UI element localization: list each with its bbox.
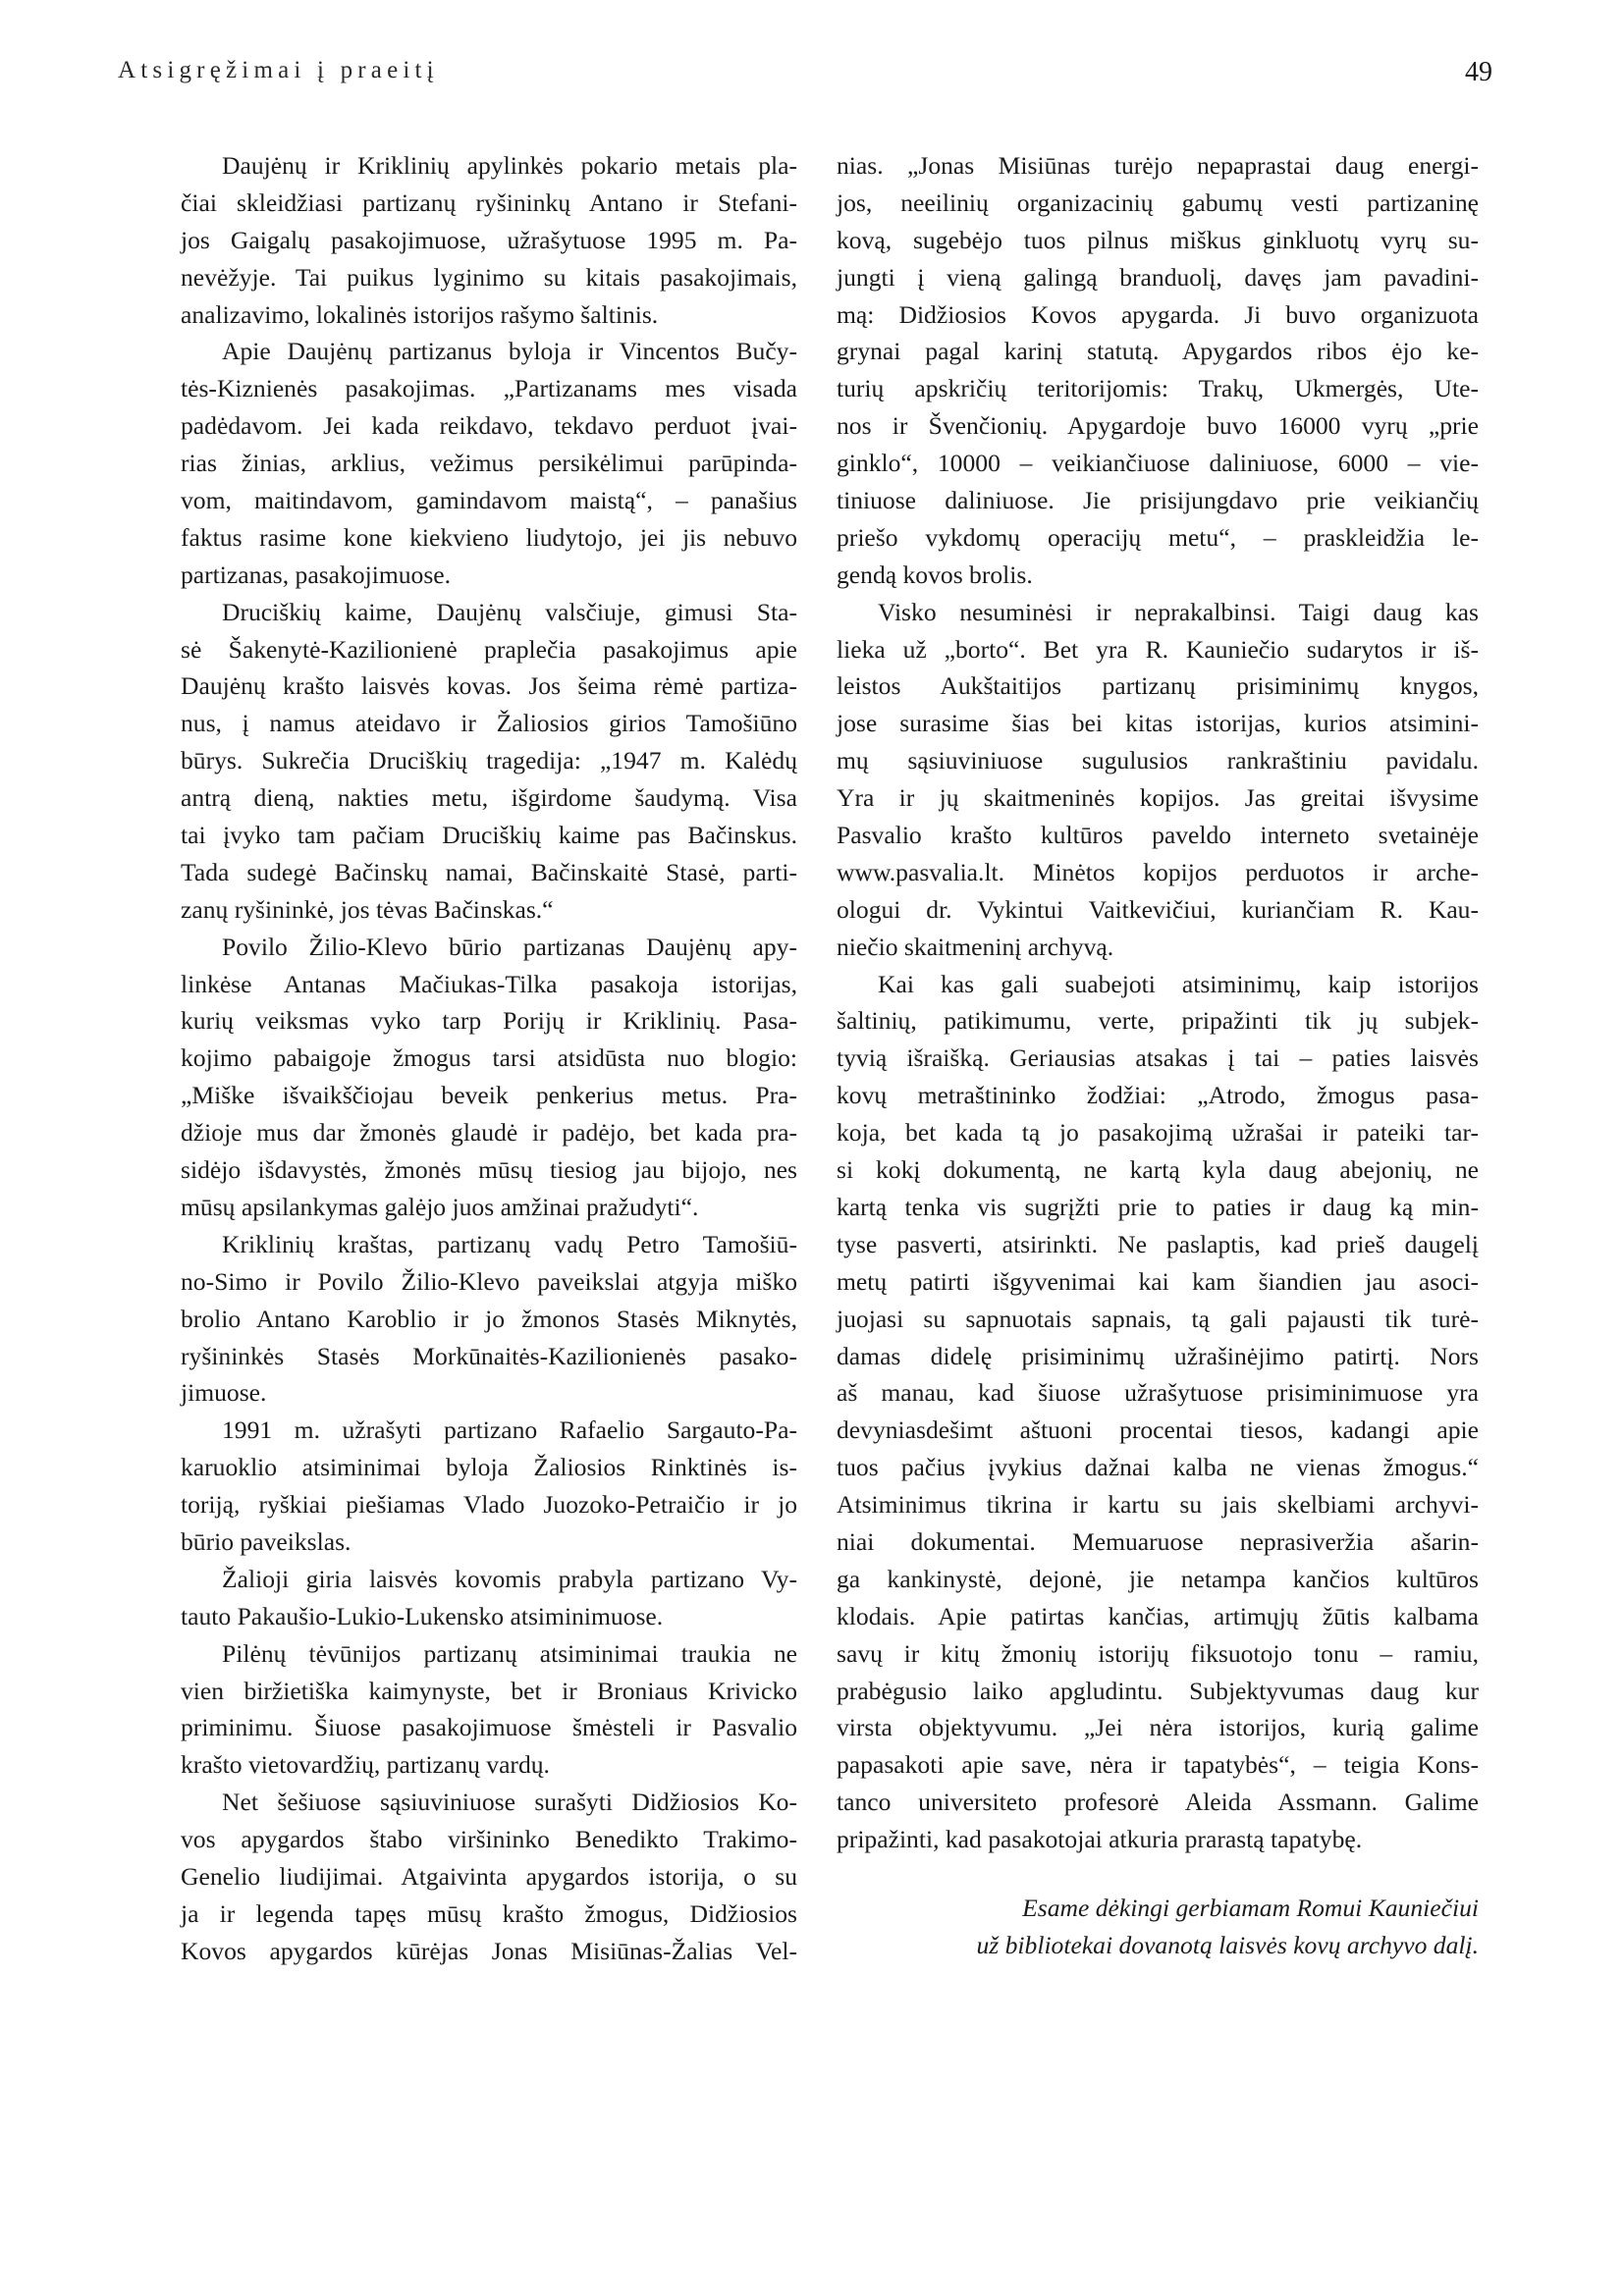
text-line: jose surasime šias bei kitas istorijas, kurios atsimini- [837,709,1479,738]
text-line: Pilėnų tėvūnijos partizanų atsiminimai traukia ne [222,1638,797,1668]
text-line: jimuose. [181,1378,267,1408]
paragraph [837,147,1479,594]
text-line: leistos Aukštaitijos partizanų prisiminimų knygos, [837,671,1479,701]
text-line: „Miške išvaikščiojau beveik penkerius metus. Pra- [181,1081,797,1110]
text-line: juojasi su sapnuotais sapnais, tą gali pajausti tik turė- [837,1304,1479,1333]
text-line: ga kankinystė, dejonė, jie netampa kančios kultūros [837,1564,1479,1593]
text-line: faktus rasime kone kiekvieno liudytojo, jei jis nebuvo [181,522,797,552]
paragraph [181,1635,797,1785]
text-line: ologui dr. Vykintui Vaitkevičiui, kuriančiam R. Kau- [837,894,1479,924]
paragraph [181,1226,797,1412]
text-line: tai įvyko tam pačiam Druciškių kaime pas Bačinskus. [181,821,797,850]
text-line: Kovos apygardos kūrėjas Jonas Misiūnas-Žalias Vel- [181,1936,797,1965]
text-line: Tada sudegė Bačinskų namai, Bačinskaitė Stasė, parti- [181,857,797,886]
text-line: nus, į namus ateidavo ir Žaliosios girios Tamošiūno [181,709,797,738]
text-line: ryšininkės Stasės Morkūnaitės-Kazilionienės pasako- [181,1341,797,1370]
text-line: tauto Pakaušio-Lukio-Lukensko atsiminimuose. [181,1601,664,1630]
text-line: damas didelę prisiminimų užrašinėjimo patirtį. Nors [837,1341,1479,1370]
text-line: koja, bet kada tą jo pasakojimą užrašai ir pateiki tar- [837,1118,1479,1148]
text-line: Druciškių kaime, Daujėnų valsčiuje, gimusi Sta- [222,597,797,626]
paragraph [181,1412,797,1561]
right-column-paragraphs [837,147,1479,1858]
text-line: vos apygardos štabo viršininko Benedikto Trakimo- [181,1825,797,1854]
running-header [118,57,1492,96]
text-line: pripažinti, kad pasakotojai atkuria prarastą tapatybę. [837,1825,1363,1854]
text-line: būrys. Sukrečia Druciškių tragedija: „1947 m. Kalėdų [181,746,797,775]
text-line: šaltinių, patikimumu, verte, pripažinti tik jų subjek- [837,1006,1479,1036]
text-line: priminimu. Šiuose pasakojimuose šmėsteli ir Pasvalio [181,1713,797,1742]
text-line: sė Šakenytė-Kazilionienė praplečia pasakojimus apie [181,634,797,664]
text-line: kovą, sugebėjo tuos pilnus miškus ginkluotų vyrų su- [837,225,1479,254]
text-line: tuos pačius įvykius dažnai kalba ne vienas žmogus.“ [837,1453,1479,1482]
text-line: rias žinias, arklius, vežimus persikėlimui parūpinda- [181,449,797,478]
running-title: Atsigręžimai į praeitį [118,57,439,83]
text-line: no-Simo ir Povilo Žilio-Klevo paveikslai atgyja miško [181,1266,797,1296]
text-line: prabėgusio laiko apgludintu. Subjektyvumas daug kur [837,1676,1479,1705]
text-line: kojimo pabaigoje žmogus tarsi atsidūsta nuo blogio: [181,1043,797,1073]
acknowledgement-line-2: už bibliotekai dovanotą laisvės kovų archyvo dalį. [976,1930,1479,1959]
text-line: Visko nesuminėsi ir neprakalbinsi. Taigi daug kas [878,597,1479,626]
text-line: priešo vykdomų operacijų metu“, – praskleidžia le- [837,522,1479,552]
text-line: Genelio liudijimai. Atgaivinta apygardos istorija, o su [181,1861,797,1891]
text-line: devyniasdešimt aštuoni procentai tiesos, kadangi apie [837,1415,1479,1445]
text-line: Net šešiuose sąsiuviniuose surašyti Didžiosios Ko- [222,1788,797,1817]
text-line: mų sąsiuviniuose sugulusios rankraštiniu pavidalu. [837,746,1479,775]
text-line: tyse pasverti, atsirinkti. Ne paslaptis, kad prieš daugelį [837,1229,1479,1258]
text-line: Daujėnų ir Kriklinių apylinkės pokario metais pla- [222,151,797,180]
text-line: mą: Didžiosios Kovos apygarda. Ji buvo organizuota [837,299,1479,329]
text-line: nos ir Švenčionių. Apygardoje buvo 16000 vyrų „prie [837,411,1479,441]
text-line: vien biržietiška kaimynyste, bet ir Broniaus Krivicko [181,1676,797,1705]
text-line: Atsiminimus tikrina ir kartu su jais skelbiami archyvi- [837,1490,1479,1520]
text-line: karuoklio atsiminimai byloja Žaliosios Rinktinės is- [181,1453,797,1482]
text-line: brolio Antano Karoblio ir jo žmonos Stasės Miknytės, [181,1304,797,1333]
text-line: kurių veiksmas vyko tarp Porijų ir Kriklinių. Pasa- [181,1006,797,1036]
paragraph [837,594,1479,966]
text-line: turių apskričių teritorijomis: Trakų, Ukmergės, Ute- [837,374,1479,403]
text-line: tės-Kiznienės pasakojimas. „Partizanams mes visada [181,374,797,403]
acknowledgement-line-1: Esame dėkingi gerbiamam Romui Kauniečiui [1022,1893,1479,1922]
text-line: klodais. Apie patirtas kančias, artimųjų žūtis kalbama [837,1601,1479,1630]
text-line: nias. „Jonas Misiūnas turėjo nepaprastai daug energi- [837,151,1479,180]
paragraph [181,1784,797,1969]
left-column [181,147,797,1970]
text-line: lieka už „borto“. Bet yra R. Kauniečio sudarytos ir iš- [837,634,1479,664]
text-line: Pasvalio krašto kultūros paveldo interneto svetainėje [837,821,1479,850]
text-line: jungti į vieną galingą branduolį, davęs jam pavadini- [837,262,1479,292]
text-line: vom, maitindavom, gamindavom maistą“, – panašius [181,486,797,515]
acknowledgement [837,1890,1479,1964]
text-line: jos, neeilinių organizacinių gabumų vesti partizaninę [837,187,1479,217]
text-line: gendą kovos brolis. [837,560,1033,589]
text-line: partizanas, pasakojimuose. [181,560,452,589]
paragraph [181,1561,797,1635]
text-line: Yra ir jų skaitmeninės kopijos. Jas greitai išvysime [837,783,1479,813]
text-line: mūsų apsilankymas galėjo juos amžinai pražudyti“. [181,1192,699,1221]
text-line: virsta objektyvumu. „Jei nėra istorijos, kurią galime [837,1713,1479,1742]
text-line: aš manau, kad šiuose užrašytuose prisiminimuose yra [837,1378,1479,1408]
text-line: toriją, ryškiai piešiamas Vlado Juozoko-Petraičio ir jo [181,1490,797,1520]
text-line: kartą tenka vis sugrįžti prie to paties ir daug ką min- [837,1192,1479,1221]
text-line: si kokį dokumentą, ne kartą kyla daug abejonių, ne [837,1155,1479,1185]
page-number: 49 [1465,57,1492,87]
text-line: savų ir kitų žmonių istorijų fiksuotojo tonu – ramiu, [837,1638,1479,1668]
paragraph [181,333,797,593]
right-column [837,147,1479,1964]
text-line: ja ir legenda tapęs mūsų krašto žmogus, Didžiosios [181,1898,797,1928]
text-line: analizavimo, lokalinės istorijos rašymo šaltinis. [181,299,659,329]
text-line: būrio paveikslas. [181,1526,352,1556]
text-line: Povilo Žilio-Klevo būrio partizanas Daujėnų apy- [222,932,797,961]
text-line: zanų ryšininkė, jos tėvas Bačinskas.“ [181,894,554,924]
text-line: Kai kas gali suabejoti atsiminimų, kaip istorijos [878,969,1479,998]
paragraph [181,594,797,929]
text-line: 1991 m. užrašyti partizano Rafaelio Sargauto-Pa- [222,1415,797,1445]
text-line: padėdavom. Jei kada reikdavo, tekdavo perduot įvai- [181,411,797,441]
paragraph [181,147,797,333]
text-line: www.pasvalia.lt. Minėtos kopijos perduotos ir arche- [837,857,1479,886]
text-line: tyvią išraišką. Geriausias atsakas į tai – paties laisvės [837,1043,1479,1073]
text-line: ginklo“, 10000 – veikiančiuose daliniuose, 6000 – vie- [837,449,1479,478]
text-line: Kriklinių kraštas, partizanų vadų Petro Tamošiū- [222,1229,797,1258]
paragraph [181,929,797,1226]
text-line: antrą dieną, nakties metu, išgirdome šaudymą. Visa [181,783,797,813]
text-line: Daujėnų krašto laisvės kovas. Jos šeima rėmė partiza- [181,671,797,701]
text-line: tiniuose daliniuose. Jie prisijungdavo prie veikiančių [837,486,1479,515]
text-line: krašto vietovardžių, partizanų vardų. [181,1750,550,1780]
text-line: sidėjo išdavystės, žmonės mūsų tiesiog jau bijojo, nes [181,1155,797,1185]
text-line: jos Gaigalų pasakojimuose, užrašytuose 1995 m. Pa- [181,225,797,254]
text-line: linkėse Antanas Mačiukas-Tilka pasakoja istorijas, [181,969,797,998]
text-line: tanco universiteto profesorė Aleida Assmann. Galime [837,1788,1479,1817]
text-line: Apie Daujėnų partizanus byloja ir Vincentos Bučy- [222,337,797,366]
text-line: džioje mus dar žmonės glaudė ir padėjo, bet kada pra- [181,1118,797,1148]
text-line: papasakoti apie save, nėra ir tapatybės“, – teigia Kons- [837,1750,1479,1780]
text-line: metų patirti išgyvenimai kai kam šiandien jau asoci- [837,1266,1479,1296]
text-line: kovų metraštininko žodžiai: „Atrodo, žmogus pasa- [837,1081,1479,1110]
text-line: nevėžyje. Tai puikus lyginimo su kitais pasakojimais, [181,262,797,292]
text-line: čiai skleidžiasi partizanų ryšininkų Antano ir Stefani- [181,187,797,217]
text-line: grynai pagal karinį statutą. Apygardos ribos ėjo ke- [837,337,1479,366]
text-line: niečio skaitmeninį archyvą. [837,932,1114,961]
text-line: niai dokumentai. Memuaruose neprasiveržia ašarin- [837,1526,1479,1556]
text-line: Žalioji giria laisvės kovomis prabyla partizano Vy- [222,1564,797,1593]
paragraph [837,966,1479,1858]
